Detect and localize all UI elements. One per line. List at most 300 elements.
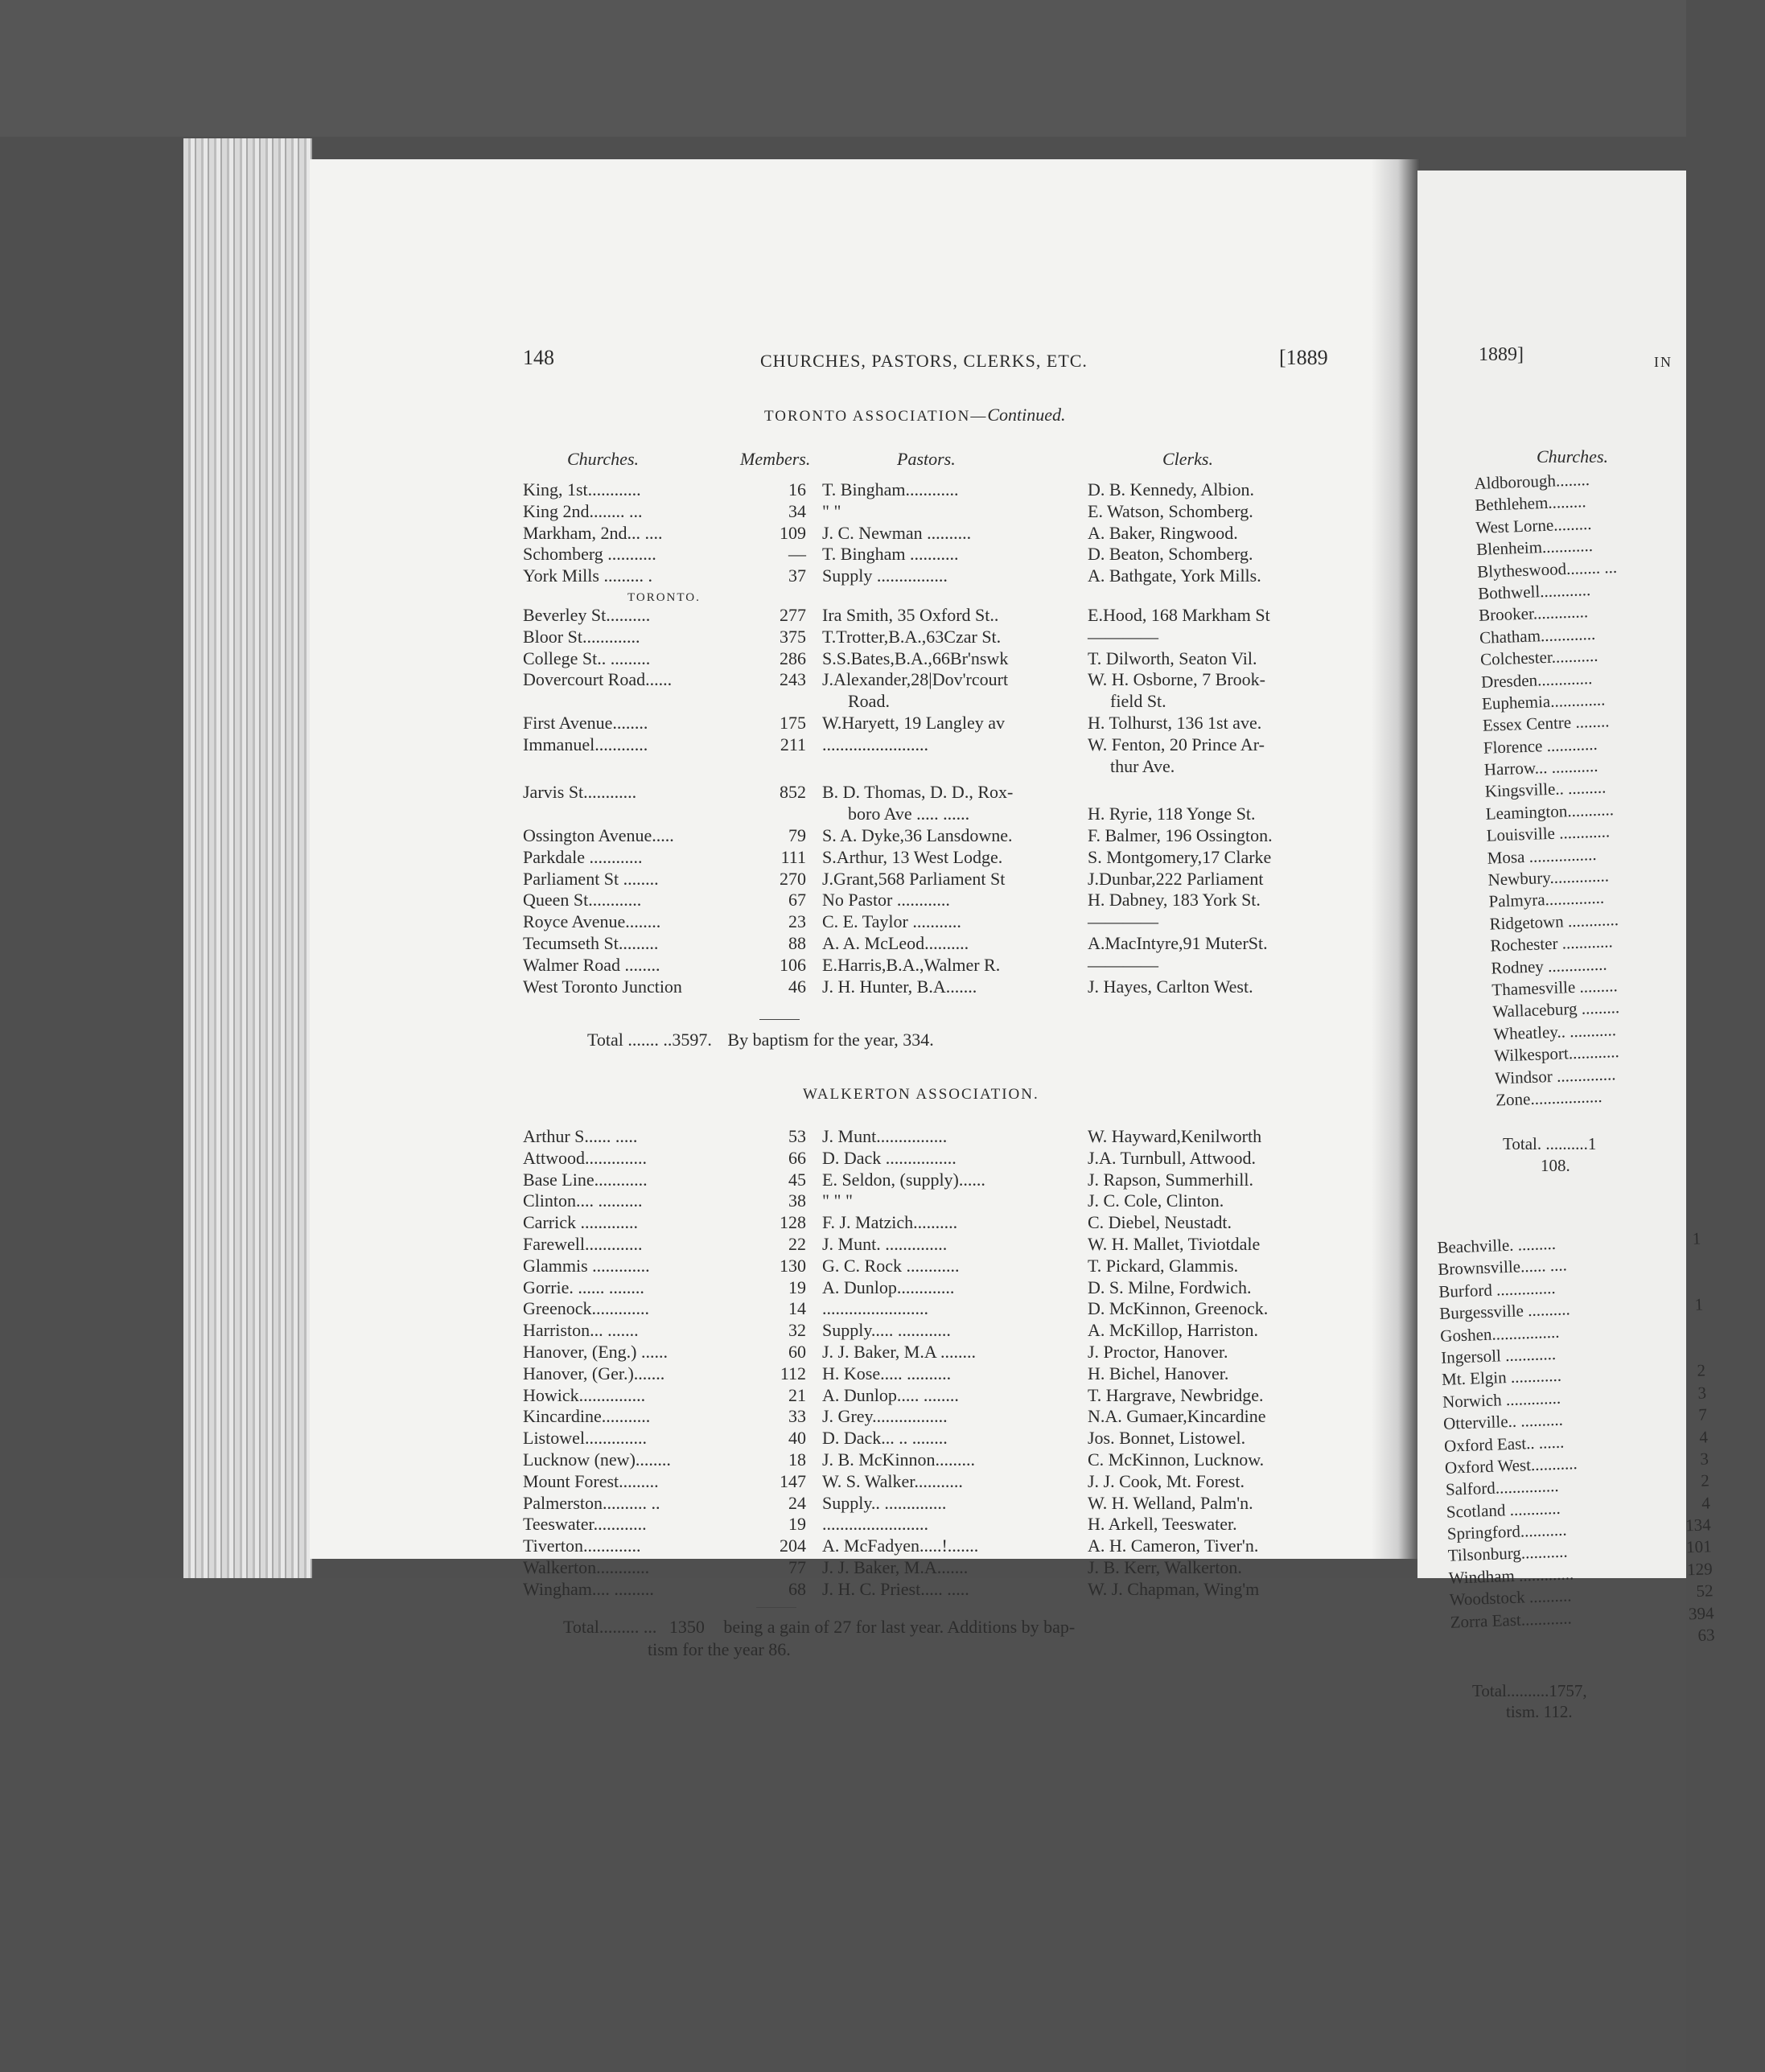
pastor-name: Supply ................ [822, 565, 948, 586]
member-count: 22 [788, 1233, 806, 1254]
church-name: First Avenue........ [523, 712, 648, 733]
page-number: 148 [523, 346, 554, 369]
church-name: Markham, 2nd... .... [523, 522, 663, 543]
church-name: Wilkesport............ [1493, 1042, 1620, 1066]
pastor-name: D. Dack... .. ........ [822, 1428, 948, 1449]
member-count: 211 [780, 734, 806, 754]
section-title-text: TORONTO ASSOCIATION— [764, 408, 988, 425]
pastor-name: J. C. Newman .......... [822, 522, 972, 543]
member-count: 3 [1699, 1449, 1709, 1469]
table-row [523, 1342, 1335, 1363]
pastor-name: Supply.. .............. [822, 1492, 947, 1513]
clerk-name: A.MacIntyre,91 MuterSt. [1088, 932, 1268, 953]
member-count: 2 [1700, 1470, 1710, 1491]
member-count: 40 [788, 1428, 806, 1449]
pastor-name: J.Alexander,28|Dov'rcourt [822, 669, 1009, 690]
pastor-name: W.Haryett, 19 Langley av [822, 712, 1006, 733]
table-row [523, 1126, 1335, 1148]
church-name: Immanuel............ [523, 734, 648, 754]
member-count: 46 [788, 976, 806, 997]
pastor-name: J. J. Baker, M.A ........ [822, 1341, 977, 1362]
running-head: CHURCHES, PASTORS, CLERKS, ETC. [760, 351, 1088, 371]
total-value: 1350 [669, 1617, 705, 1637]
pastor-name: J. Grey................. [822, 1406, 948, 1427]
clerk-name: J.Dunbar,222 Parliament [1088, 868, 1264, 889]
pastor-name: W. S. Walker........... [822, 1470, 963, 1491]
right-total-1-sub: 108. [1541, 1156, 1570, 1175]
walkerton-total [563, 1617, 1075, 1638]
table-row [523, 565, 1335, 587]
member-count: 19 [788, 1514, 806, 1535]
table-row [523, 976, 1335, 998]
church-name: Hanover, (Ger.)....... [523, 1363, 665, 1383]
church-name: Listowel.............. [523, 1428, 647, 1449]
pastor-name: No Pastor ............ [822, 890, 950, 911]
church-name: West Lorne......... [1475, 513, 1592, 537]
table-row [523, 1256, 1335, 1277]
church-name: Howick............... [523, 1384, 646, 1405]
clerk-name: A. H. Cameron, Tiver'n. [1088, 1536, 1259, 1556]
member-count: 129 [1686, 1559, 1714, 1580]
clerk-name: T. Hargrave, Newbridge. [1088, 1384, 1264, 1405]
table-row [523, 1385, 1335, 1407]
church-name: Blenheim............ [1475, 536, 1594, 560]
member-count: 21 [788, 1384, 806, 1405]
clerk-name: A. McKillop, Harriston. [1088, 1320, 1259, 1341]
pastor-name: ........................ [822, 734, 928, 754]
pastor-name: S. A. Dyke,36 Lansdowne. [822, 824, 1013, 845]
clerk-name: H. Bichel, Hanover. [1088, 1363, 1229, 1383]
member-count: 130 [780, 1255, 806, 1276]
clerk-name: D. McKinnon, Greenock. [1088, 1298, 1269, 1319]
table-row [523, 1190, 1335, 1212]
clerk-name: T. Dilworth, Seaton Vil. [1088, 648, 1257, 668]
church-name: Ridgetown ............ [1489, 909, 1619, 934]
pastor-name: J.Grant,568 Parliament St [822, 868, 1006, 889]
church-name: Carrick ............. [523, 1212, 638, 1233]
member-count: 111 [780, 846, 806, 867]
church-name: Teeswater............ [523, 1514, 647, 1535]
table-row [523, 1234, 1335, 1256]
church-name: Glammis ............. [523, 1255, 650, 1276]
church-name: Beverley St.......... [523, 604, 651, 625]
table-row [523, 501, 1335, 523]
pastor-name: T. Bingham ........... [822, 544, 959, 565]
clerk-name: A. Bathgate, York Mills. [1088, 565, 1261, 586]
church-name: Zone................. [1495, 1086, 1602, 1110]
church-name: York Mills ......... . [523, 565, 652, 586]
right-churches-list-2 [1437, 1227, 1720, 1655]
member-count: 2 [1697, 1360, 1706, 1381]
member-count: 33 [788, 1406, 806, 1427]
right-page-year: 1889] [1479, 344, 1524, 365]
table-row [523, 479, 1335, 501]
clerk-name: T. Pickard, Glammis. [1088, 1255, 1239, 1276]
column-header-clerks: Clerks. [1162, 449, 1213, 469]
church-name: Brownsville...... .... [1437, 1255, 1568, 1280]
pastor-name: J. H. Hunter, B.A....... [822, 976, 977, 997]
total-note: being a gain of 27 for last year. Additions by bap- [723, 1617, 1076, 1637]
church-name: Harrow... ........... [1483, 755, 1598, 779]
church-name: Bloor St............. [523, 626, 640, 647]
member-count: — [788, 544, 806, 565]
church-name: Royce Avenue........ [523, 911, 661, 932]
table-row [523, 955, 1335, 976]
member-count: 18 [788, 1449, 806, 1470]
church-name: Mount Forest......... [523, 1470, 659, 1491]
clerk-name: W. Hayward,Kenilworth [1088, 1126, 1262, 1146]
pastor-name: H. Kose..... .......... [822, 1363, 952, 1383]
church-name: Jarvis St............ [523, 782, 637, 803]
church-name: Ossington Avenue..... [523, 824, 674, 845]
member-count: 109 [780, 522, 806, 543]
clerk-name: W. J. Chapman, Wing'm [1088, 1578, 1260, 1599]
member-count: 7 [1697, 1404, 1708, 1424]
member-count: 375 [780, 626, 806, 647]
clerk-name: C. Diebel, Neustadt. [1088, 1212, 1232, 1233]
church-name: Woodstock .......... [1449, 1585, 1572, 1610]
church-name: Wheatley.. ........... [1492, 1020, 1617, 1044]
table-row [523, 605, 1335, 627]
pastor-name: A. Dunlop..... ........ [822, 1384, 959, 1405]
clerk-name: E.Hood, 168 Markham St [1088, 604, 1270, 625]
total-rule [759, 1019, 800, 1020]
clerk-name: N.A. Gumaer,Kincardine [1088, 1406, 1266, 1427]
member-count: 3 [1697, 1383, 1707, 1403]
church-name: Schomberg ........... [523, 544, 656, 565]
subheading-row [523, 587, 1335, 605]
church-name: Kincardine........... [523, 1406, 651, 1427]
church-name: Dovercourt Road...... [523, 669, 673, 690]
pastor-name: J. H. C. Priest..... ..... [822, 1578, 969, 1599]
clerk-name: ———— [1088, 954, 1158, 975]
table-row [523, 1406, 1335, 1428]
church-name: Florence ............ [1483, 734, 1598, 758]
pastor-name: C. E. Taylor ........... [822, 911, 961, 932]
member-count: 77 [788, 1556, 806, 1577]
pastor-name: E.Harris,B.A.,Walmer R. [822, 954, 1001, 975]
church-name: Thamesville ......... [1491, 976, 1619, 1000]
clerk-name-continued: field St. [1110, 691, 1166, 712]
total-note: By baptism for the year, 334. [727, 1030, 934, 1050]
church-name: Windham ............. [1448, 1564, 1574, 1588]
church-name: Base Line............ [523, 1169, 648, 1190]
toronto-total [587, 1030, 934, 1050]
clerk-name: E. Watson, Schomberg. [1088, 500, 1253, 521]
member-count: 1 [1694, 1294, 1704, 1315]
church-name: Parkdale ............ [523, 846, 643, 867]
church-name: Burford .............. [1438, 1277, 1556, 1301]
pastor-name: " " " [822, 1190, 853, 1211]
church-name: Palmyra.............. [1488, 888, 1605, 912]
pastor-name: E. Seldon, (supply)...... [822, 1169, 985, 1190]
church-name: West Toronto Junction [523, 976, 682, 997]
member-count: 106 [780, 954, 806, 975]
total-label: Total ....... .. [587, 1030, 673, 1050]
church-name: Salford............... [1445, 1476, 1559, 1500]
member-count: 147 [780, 1470, 806, 1491]
clerk-name: D. B. Kennedy, Albion. [1088, 479, 1254, 500]
walkerton-table [523, 1126, 1335, 1601]
member-count: 14 [788, 1298, 806, 1319]
church-name: Goshen................ [1439, 1322, 1560, 1346]
church-name: Wingham.... ......... [523, 1578, 654, 1599]
church-name: Kingsville.. ......... [1484, 777, 1607, 802]
right-total-2: Total..........1757, [1472, 1681, 1587, 1700]
church-name: Tiverton............. [523, 1536, 641, 1556]
total-value: 3597. [672, 1030, 712, 1050]
church-name: Zorra East............ [1450, 1608, 1573, 1632]
church-name: Tilsonburg........... [1447, 1542, 1568, 1566]
pastor-name-continued: Road. [848, 691, 890, 712]
right-running-head: IN [1654, 354, 1672, 370]
church-name: Palmerston.......... .. [523, 1492, 660, 1513]
church-name: Oxford East.. ...... [1443, 1432, 1565, 1456]
right-total-2-sub: tism. 112. [1506, 1702, 1573, 1721]
pastor-name: ........................ [822, 1298, 928, 1319]
church-name: Brooker............. [1478, 602, 1589, 626]
scan-background [0, 0, 1686, 137]
church-name: Aldborough........ [1474, 469, 1590, 493]
clerk-name: J. J. Cook, Mt. Forest. [1088, 1470, 1245, 1491]
member-count: 4 [1701, 1493, 1711, 1513]
column-header-pastors: Pastors. [897, 449, 956, 469]
pastor-name: A. McFadyen.....!....... [822, 1536, 979, 1556]
church-name: Arthur S...... ..... [523, 1126, 638, 1146]
church-name: King, 1st............ [523, 479, 641, 500]
clerk-name: D. S. Milne, Fordwich. [1088, 1276, 1252, 1297]
table-row [523, 669, 1335, 713]
clerk-name: J. Hayes, Carlton West. [1088, 976, 1253, 997]
table-row [523, 782, 1335, 825]
church-name: Windsor .............. [1494, 1063, 1616, 1088]
member-count: 23 [788, 911, 806, 932]
clerk-name: H. Tolhurst, 136 1st ave. [1088, 712, 1262, 733]
member-count: 32 [788, 1320, 806, 1341]
member-count: 34 [788, 500, 806, 521]
clerk-name: H. Arkell, Teeswater. [1088, 1514, 1237, 1535]
member-count: 68 [788, 1578, 806, 1599]
pastor-name: A. A. McLeod.......... [822, 932, 969, 953]
pastor-name: ........................ [822, 1514, 928, 1535]
church-name: Oxford West........... [1444, 1453, 1578, 1478]
church-name: Norwich ............. [1442, 1388, 1561, 1412]
pastor-name: " " [822, 500, 841, 521]
total-rule [756, 1607, 796, 1608]
member-count: 52 [1696, 1581, 1714, 1601]
book-gutter [1372, 159, 1420, 1559]
member-count: 66 [788, 1147, 806, 1168]
table-row [523, 890, 1335, 911]
table-row [523, 869, 1335, 890]
table-row [523, 523, 1335, 545]
pastor-name: B. D. Thomas, D. D., Rox- [822, 782, 1014, 803]
clerk-name: F. Balmer, 196 Ossington. [1088, 824, 1273, 845]
page-year: [1889 [1279, 346, 1328, 369]
table-row [523, 544, 1335, 565]
church-name: Scotland ............ [1446, 1498, 1561, 1522]
member-count: 128 [780, 1212, 806, 1233]
member-count: 60 [788, 1341, 806, 1362]
clerk-name: W. H. Welland, Palm'n. [1088, 1492, 1253, 1513]
church-name: Harriston... ....... [523, 1320, 639, 1341]
member-count: 38 [788, 1190, 806, 1211]
pastor-name: J. Munt................ [822, 1126, 948, 1146]
church-name: Mosa ................ [1487, 844, 1597, 868]
church-name: Rochester ............ [1490, 931, 1614, 956]
church-name: Essex Centre ........ [1482, 711, 1610, 736]
total-note-continued: tism for the year 86. [648, 1639, 791, 1659]
scan-background-bottom [0, 1578, 1686, 2072]
book-page-edges [183, 138, 312, 1578]
church-name: Dresden............. [1480, 668, 1593, 692]
member-count: 277 [780, 604, 806, 625]
member-count: 134 [1685, 1515, 1712, 1536]
table-row [523, 1212, 1335, 1234]
column-header-churches: Churches. [567, 449, 640, 469]
member-count: 175 [780, 712, 806, 733]
pastor-name: S.S.Bates,B.A.,66Br'nswk [822, 648, 1009, 668]
clerk-name: ———— [1088, 911, 1158, 932]
member-count: 16 [788, 479, 806, 500]
church-name: Queen St............ [523, 890, 642, 911]
table-row [523, 1320, 1335, 1342]
member-count: 204 [780, 1536, 806, 1556]
church-name: Burgessville .......... [1438, 1299, 1571, 1324]
church-name: Beachville. ......... [1437, 1233, 1557, 1257]
clerk-name: ———— [1088, 626, 1158, 647]
church-name: Clinton.... .......... [523, 1190, 643, 1211]
member-count: 394 [1688, 1602, 1714, 1623]
member-count: 37 [788, 565, 806, 586]
member-count: 19 [788, 1276, 806, 1297]
church-name: King 2nd........ ... [523, 500, 643, 521]
church-name: Chatham............. [1479, 623, 1596, 648]
section-title-toronto [764, 405, 1066, 426]
toronto-table [523, 479, 1335, 997]
church-name: Bothwell............ [1477, 579, 1591, 603]
church-name: Otterville.. .......... [1442, 1409, 1564, 1433]
clerk-name: W. H. Mallet, Tiviotdale [1088, 1233, 1261, 1254]
church-name: Rodney .............. [1491, 954, 1607, 978]
pastor-name: D. Dack ................ [822, 1147, 957, 1168]
table-row [523, 1493, 1335, 1515]
right-column-header-churches: Churches. [1537, 446, 1609, 467]
right-total-1: Total. ..........1 [1503, 1134, 1597, 1153]
clerk-name-continued: thur Ave. [1110, 755, 1175, 776]
church-name: Farewell............. [523, 1233, 643, 1254]
member-count: 24 [788, 1492, 806, 1513]
table-row [523, 825, 1335, 847]
church-name: Blytheswood........ ... [1476, 557, 1618, 582]
table-row [523, 1514, 1335, 1536]
member-count: 45 [788, 1169, 806, 1190]
church-name: Hanover, (Eng.) ...... [523, 1341, 668, 1362]
church-name: Louisville ............ [1486, 821, 1611, 845]
clerk-name: J.A. Turnbull, Attwood. [1088, 1147, 1257, 1168]
clerk-name: Jos. Bonnet, Listowel. [1088, 1428, 1246, 1449]
member-count: 79 [788, 824, 806, 845]
member-count: 286 [780, 648, 806, 668]
clerk-name: J. Rapson, Summerhill. [1088, 1169, 1253, 1190]
pastor-name: J. Munt. .............. [822, 1233, 948, 1254]
church-name: Leamington........... [1485, 800, 1615, 824]
church-name: Bethlehem......... [1474, 491, 1586, 516]
clerk-name: J. C. Cole, Clinton. [1088, 1190, 1224, 1211]
member-count: 67 [788, 890, 806, 911]
table-row [523, 1579, 1335, 1601]
table-row [523, 933, 1335, 955]
table-row [523, 1148, 1335, 1170]
church-name: Mt. Elgin ............ [1441, 1366, 1562, 1390]
total-label: Total......... ... [563, 1617, 657, 1637]
table-row [523, 847, 1335, 869]
church-name: Euphemia............. [1481, 689, 1606, 713]
table-row [523, 627, 1335, 648]
clerk-name: J. Proctor, Hanover. [1088, 1341, 1228, 1362]
clerk-name: C. McKinnon, Lucknow. [1088, 1449, 1265, 1470]
member-count: 4 [1698, 1426, 1709, 1447]
pastor-name: F. J. Matzich.......... [822, 1212, 958, 1233]
pastor-name: A. Dunlop............. [822, 1276, 955, 1297]
pastor-name: G. C. Rock ............ [822, 1255, 960, 1276]
church-name: Greenock............. [523, 1298, 650, 1319]
member-count: 88 [788, 932, 806, 953]
table-row [523, 713, 1335, 734]
table-row [523, 1471, 1335, 1493]
member-count: 63 [1697, 1625, 1715, 1646]
clerk-name: A. Baker, Ringwood. [1088, 522, 1238, 543]
member-count: 1 [1692, 1228, 1701, 1248]
church-name: Colchester........... [1479, 645, 1598, 669]
section-title-continued: Continued. [987, 405, 1066, 425]
church-name: Gorrie. ...... ........ [523, 1276, 644, 1297]
member-count: 270 [780, 868, 806, 889]
church-name: Walmer Road ........ [523, 954, 660, 975]
subheading-toronto: TORONTO. [627, 590, 701, 604]
clerk-name: W. Fenton, 20 Prince Ar- [1088, 734, 1265, 754]
church-name: Newbury.............. [1487, 865, 1610, 890]
table-row [523, 734, 1335, 778]
church-name: Wallaceburg ......... [1491, 997, 1620, 1022]
table-row [523, 1536, 1335, 1557]
clerk-name: H. Dabney, 183 York St. [1088, 890, 1261, 911]
pastor-name: J. J. Baker, M.A....... [822, 1556, 969, 1577]
table-row [523, 648, 1335, 670]
church-name: Springford........... [1446, 1519, 1567, 1544]
table-row [523, 1298, 1335, 1320]
column-header-members: Members. [740, 449, 811, 469]
clerk-name-continued: H. Ryrie, 118 Yonge St. [1088, 804, 1256, 824]
church-name: Walkerton............ [523, 1556, 650, 1577]
pastor-name: Ira Smith, 35 Oxford St.. [822, 604, 999, 625]
table-row [523, 1277, 1335, 1299]
table-row [523, 1170, 1335, 1191]
church-name: Lucknow (new)........ [523, 1449, 671, 1470]
church-name: Tecumseth St......... [523, 932, 659, 953]
church-name: Parliament St ........ [523, 868, 659, 889]
church-name: Attwood.............. [523, 1147, 647, 1168]
pastor-name: T.Trotter,B.A.,63Czar St. [822, 626, 1002, 647]
clerk-name: W. H. Osborne, 7 Brook- [1088, 669, 1265, 690]
member-count: 243 [780, 669, 806, 690]
member-count: 53 [788, 1126, 806, 1146]
table-row [523, 1449, 1335, 1471]
pastor-name: J. B. McKinnon......... [822, 1449, 976, 1470]
clerk-name: J. B. Kerr, Walkerton. [1088, 1556, 1242, 1577]
table-row [523, 1557, 1335, 1579]
clerk-name: D. Beaton, Schomberg. [1088, 544, 1253, 565]
